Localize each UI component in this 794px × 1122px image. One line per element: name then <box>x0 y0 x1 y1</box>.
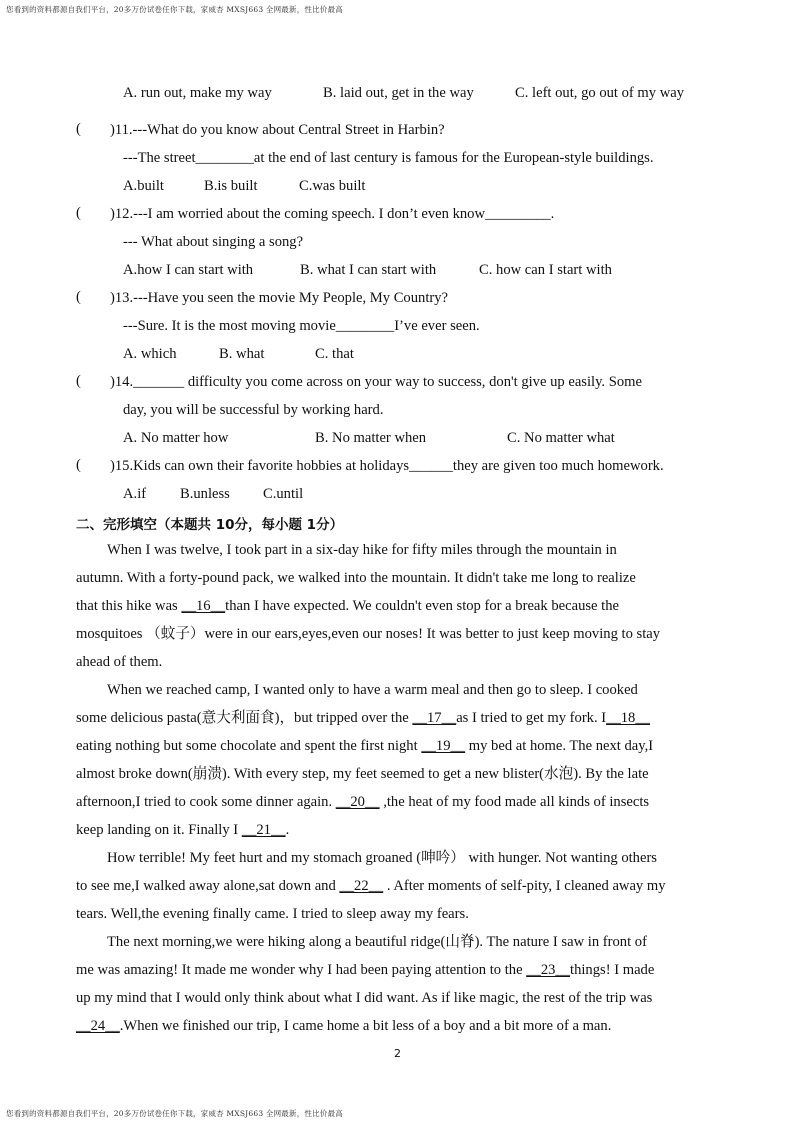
q12-stem: )12.---I am worried about the coming speech. I don’t even know_________. <box>110 206 555 222</box>
blank-20: __20__ <box>335 794 380 810</box>
q13-option-a: A. which <box>123 346 177 362</box>
q13-option-c: C. that <box>315 346 354 362</box>
passage-line: some delicious pasta(意大利面食)，but tripped over the __17__as I tried to get my fork. I__18__ <box>76 710 650 726</box>
top-banner: 您看到的资料都源自我们平台，20多万份试卷任你下载，家威杏 MXSJ663 全网最新，性比价最高 <box>6 5 343 14</box>
q11-line2: ---The street________at the end of last century is famous for the European-style buildings. <box>123 150 654 166</box>
q14-option-a: A. No matter how <box>123 430 229 446</box>
answer-paren-12: ( <box>76 205 81 221</box>
q11-blank: ________ <box>195 150 254 166</box>
q11-option-a: A.built <box>123 178 164 194</box>
q12-option-c: C. how can I start with <box>479 262 612 278</box>
passage-line: When I was twelve, I took part in a six-day hike for fifty miles through the mountain in <box>107 542 617 558</box>
passage-line: afternoon,I tried to cook some dinner again. __20__ ,the heat of my food made all kinds of insects <box>76 794 650 810</box>
section-2-title: 二、完形填空（本题共 10分，每小题 1分） <box>76 517 344 533</box>
passage-line: ahead of them. <box>76 654 163 670</box>
passage-line: that this hike was __16__than I have expected. We couldn't even stop for a break because the <box>76 598 620 614</box>
passage-line: tears. Well,the evening finally came. I tried to sleep away my fears. <box>76 906 469 922</box>
q15-option-c: C.until <box>263 486 304 502</box>
q11-option-b: B.is built <box>204 178 258 194</box>
answer-paren-11: ( <box>76 121 81 137</box>
q10-option-a: A. run out, make my way <box>123 85 272 101</box>
passage-line: up my mind that I would only think about what I did want. As if like magic, the rest of the trip was <box>76 990 653 1006</box>
blank-17: __17__ <box>412 710 457 726</box>
blank-23: __23__ <box>526 962 571 978</box>
passage-line: __24__.When we finished our trip, I came home a bit less of a boy and a bit more of a man. <box>76 1018 612 1034</box>
q14-option-b: B. No matter when <box>315 430 427 446</box>
passage-line: mosquitoes （蚊子）were in our ears,eyes,even our noses! It was better to just keep moving to stay <box>76 626 661 642</box>
q13-stem: )13.---Have you seen the movie My People, My Country? <box>110 290 449 306</box>
passage-line: keep landing on it. Finally I __21__. <box>76 822 290 838</box>
q15-blank: ______ <box>409 458 453 474</box>
q14-stem: )14._______ difficulty you come across on your way to success, don't give up easily. Some <box>110 374 642 390</box>
q12-option-a: A.how I can start with <box>123 262 254 278</box>
bottom-banner: 您看到的资料都源自我们平台，20多万份试卷任你下载，家威杏 MXSJ663 全网最新，性比价最高 <box>6 1109 343 1118</box>
passage-line: almost broke down(崩溃). With every step, my feet seemed to get a new blister(水泡). By the late <box>76 766 649 782</box>
q14-blank: _______ <box>133 374 185 390</box>
page-number: 2 <box>394 1047 401 1060</box>
blank-22: __22__ <box>339 878 384 894</box>
q14-line2: day, you will be successful by working hard. <box>123 402 384 418</box>
blank-19: __19__ <box>421 738 466 754</box>
blank-24: __24__ <box>76 1018 120 1034</box>
q10-option-c: C. left out, go out of my way <box>515 85 685 101</box>
answer-paren-13: ( <box>76 289 81 305</box>
q13-blank: ________ <box>335 318 395 334</box>
q12-option-b: B. what I can start with <box>300 262 437 278</box>
answer-paren-15: ( <box>76 457 81 473</box>
passage-line: How terrible! My feet hurt and my stomach groaned (呻吟） with hunger. Not wanting others <box>107 850 657 866</box>
passage-line: autumn. With a forty-pound pack, we walked into the mountain. It didn't take me long to realize <box>76 570 636 586</box>
q10-option-b: B. laid out, get in the way <box>323 85 474 101</box>
blank-16: __16__ <box>181 598 226 614</box>
q15-option-b: B.unless <box>180 486 230 502</box>
q13-option-b: B. what <box>219 346 265 362</box>
passage-line: me was amazing! It made me wonder why I had been paying attention to the __23__things! I made <box>76 962 655 978</box>
q15-stem: )15.Kids can own their favorite hobbies at holidays______they are given too much homework. <box>110 458 664 474</box>
passage-line: to see me,I walked away alone,sat down and __22__ . After moments of self-pity, I cleaned away my <box>76 878 666 894</box>
passage-line: eating nothing but some chocolate and spent the first night __19__ my bed at home. The next day,I <box>76 738 654 754</box>
q11-stem: )11.---What do you know about Central Street in Harbin? <box>110 122 445 138</box>
passage-line: When we reached camp, I wanted only to have a warm meal and then go to sleep. I cooked <box>107 682 638 698</box>
q13-line2: ---Sure. It is the most moving movie________I’ve ever seen. <box>123 318 480 334</box>
q14-option-c: C. No matter what <box>507 430 615 446</box>
blank-18: __18__ <box>606 710 650 726</box>
q12-blank: _________ <box>485 206 551 222</box>
passage-line: The next morning,we were hiking along a beautiful ridge(山脊). The nature I saw in front of <box>107 934 647 950</box>
q12-line2: --- What about singing a song? <box>123 234 304 250</box>
blank-21: __21__ <box>241 822 286 838</box>
q15-option-a: A.if <box>123 486 147 502</box>
q11-option-c: C.was built <box>299 178 366 194</box>
answer-paren-14: ( <box>76 373 81 389</box>
